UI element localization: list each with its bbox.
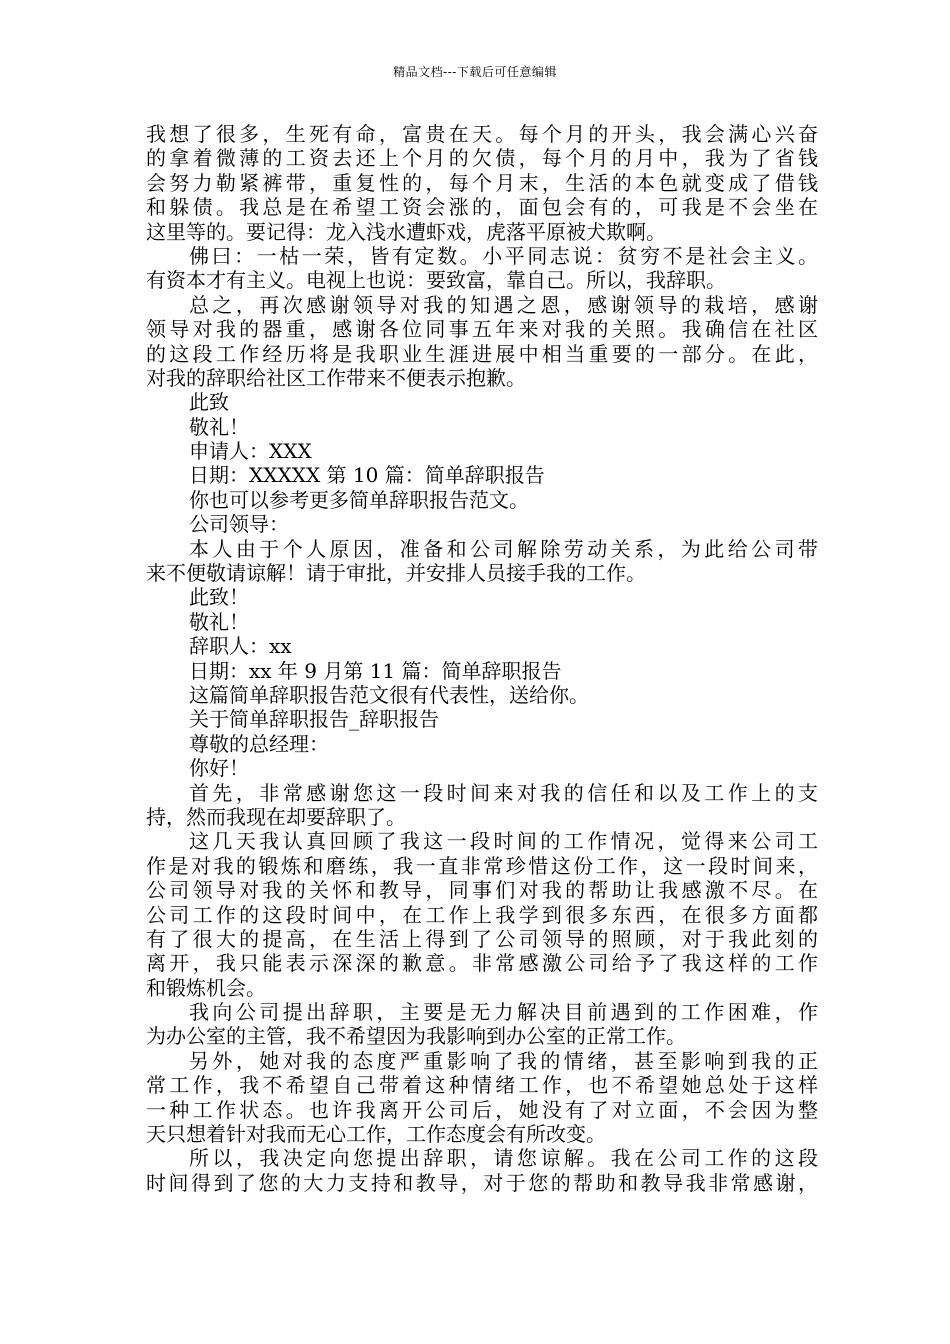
text-line: 首先，非常感谢您这一段时间来对我的信任和以及工作上的支 <box>189 780 818 805</box>
text-line: 敬礼！ <box>189 414 249 439</box>
text-line: 辞职人：xx <box>189 634 292 659</box>
text-line: 公司领导对我的关怀和教导，同事们对我的帮助让我感激不尽。在 <box>146 878 818 903</box>
document-body <box>146 122 818 1195</box>
text-line: 你也可以参考更多简单辞职报告范文。 <box>189 487 529 512</box>
text-line: 有资本才有主义。电视上也说：要致富，靠自己。所以，我辞职。 <box>146 268 726 293</box>
text-line: 离开，我只能表示深深的歉意。非常感激公司给予了我这样的工作 <box>146 951 818 976</box>
text-line: 日期：xx 年 9 月第 11 篇：简单辞职报告 <box>189 658 562 683</box>
text-line: 持，然而我现在却要辞职了。 <box>146 804 406 829</box>
text-line: 所以，我决定向您提出辞职，请您谅解。我在公司工作的这段 <box>189 1146 818 1171</box>
text-line: 领导对我的器重，感谢各位同事五年来对我的关照。我确信在社区 <box>146 317 818 342</box>
text-line: 我向公司提出辞职，主要是无力解决目前遇到的工作困难，作 <box>189 1000 818 1025</box>
text-line: 总之，再次感谢领导对我的知遇之恩，感谢领导的栽培，感谢 <box>189 292 818 317</box>
text-line: 会努力勒紧裤带，重复性的，每个月末，生活的本色就变成了借钱 <box>146 170 818 195</box>
text-line: 和锻炼机会。 <box>146 975 266 1000</box>
text-line: 敬礼！ <box>189 609 249 634</box>
text-line: 为办公室的主管，我不希望因为我影响到办公室的正常工作。 <box>146 1024 686 1049</box>
text-line: 公司领导： <box>189 512 289 537</box>
text-line: 尊敬的总经理： <box>189 731 329 756</box>
text-line: 本人由于个人原因，准备和公司解除劳动关系，为此给公司带 <box>189 536 818 561</box>
text-line: 的拿着微薄的工资去还上个月的欠债，每个月的月中，我为了省钱 <box>146 146 818 171</box>
text-line: 申请人：XXX <box>189 439 312 464</box>
text-line: 有了很大的提高，在生活上得到了公司领导的照顾，对于我此刻的 <box>146 926 818 951</box>
text-line: 天只想着针对我而无心工作，工作态度会有所改变。 <box>146 1122 606 1147</box>
text-line: 另外，她对我的态度严重影响了我的情绪，甚至影响到我的正 <box>189 1048 818 1073</box>
text-line: 日期：XXXXX 第 10 篇：简单辞职报告 <box>189 463 545 488</box>
text-line: 此致！ <box>189 585 249 610</box>
text-line: 我想了很多，生死有命，富贵在天。每个月的开头，我会满心兴奋 <box>146 122 818 146</box>
text-line: 和躲债。我总是在希望工资会涨的，面包会有的，可我是不会坐在 <box>146 195 818 220</box>
text-line: 时间得到了您的大力支持和教导，对于您的帮助和教导我非常感谢， <box>146 1170 818 1195</box>
text-line: 对我的辞职给社区工作带来不便表示抱歉。 <box>146 365 526 390</box>
text-line: 的这段工作经历将是我职业生涯进展中相当重要的一部分。在此， <box>146 341 818 366</box>
text-line: 这几天我认真回顾了我这一段时间的工作情况，觉得来公司工 <box>189 829 818 854</box>
text-line: 关于简单辞职报告_辞职报告 <box>189 707 439 732</box>
text-line: 来不便敬请谅解！请于审批，并安排人员接手我的工作。 <box>146 561 646 586</box>
text-line: 佛曰：一枯一荣，皆有定数。小平同志说：贫穷不是社会主义。 <box>189 243 818 268</box>
text-line: 作是对我的锻炼和磨练，我一直非常珍惜这份工作，这一段时间来， <box>146 853 818 878</box>
text-line: 你好！ <box>189 756 249 781</box>
text-line: 常工作，我不希望自己带着这种情绪工作，也不希望她总处于这样 <box>146 1073 818 1098</box>
page-header: 精品文档---下载后可任意编辑 <box>393 65 557 79</box>
text-line: 这篇简单辞职报告范文很有代表性，送给你。 <box>189 682 589 707</box>
text-line: 这里等的。要记得：龙入浅水遭虾戏，虎落平原被犬欺啊。 <box>146 219 666 244</box>
text-line: 此致 <box>189 390 229 415</box>
text-line: 一种工作状态。也许我离开公司后，她没有了对立面，不会因为整 <box>146 1097 818 1122</box>
text-line: 公司工作的这段时间中，在工作上我学到很多东西，在很多方面都 <box>146 902 818 927</box>
